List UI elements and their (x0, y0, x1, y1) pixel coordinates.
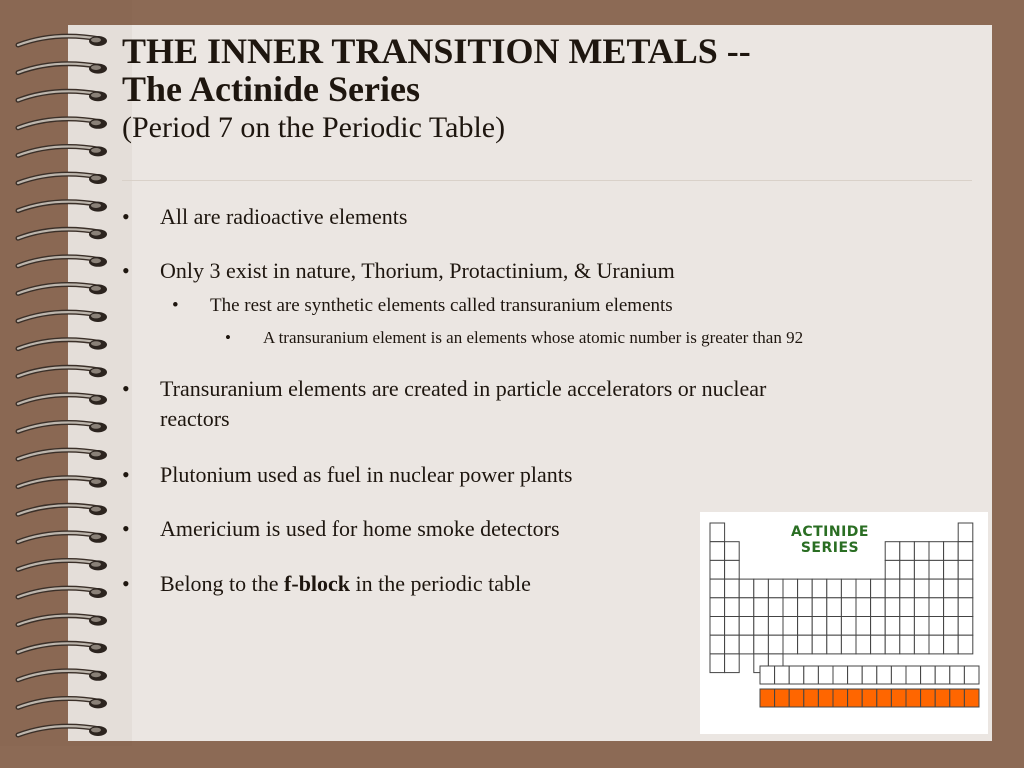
bullet-text: Plutonium used as fuel in nuclear power plants (160, 462, 573, 487)
title-line-2: The Actinide Series (122, 69, 420, 109)
bullet-text: Only 3 exist in nature, Thorium, Protactinium, & Uranium (160, 258, 675, 283)
bullet-text: Americium is used for home smoke detectors (160, 516, 560, 541)
bullet-marker: • (225, 328, 231, 347)
bullet-text-after: in the periodic table (350, 571, 531, 596)
f-block-term: f-block (284, 571, 351, 596)
bullet-text: The rest are synthetic elements called transuranium elements (210, 295, 673, 316)
slide-title (122, 32, 982, 148)
title-divider (122, 180, 972, 181)
bullet-text-line-2: reactors (160, 406, 230, 431)
bullet-text: All are radioactive elements (160, 204, 408, 229)
bullet-marker: • (122, 376, 130, 401)
bullet-text-line-1: Transuranium elements are created in particle accelerators or nuclear (160, 376, 767, 401)
bullet-marker: • (172, 295, 179, 316)
actinide-image-label (770, 524, 890, 556)
spiral-binding-icon (0, 25, 120, 745)
bullet-marker: • (122, 204, 130, 229)
bullet-marker: • (122, 462, 130, 487)
title-line-1: THE INNER TRANSITION METALS -- (122, 31, 751, 71)
bullet-text-before: Belong to the (160, 571, 285, 596)
actinide-label-line-1: ACTINIDE (791, 524, 869, 540)
bullet-marker: • (122, 258, 130, 283)
actinide-label-line-2: SERIES (800, 540, 860, 556)
bullet-marker: • (122, 516, 130, 541)
subtitle: (Period 7 on the Periodic Table) (122, 111, 506, 144)
bullet-text (160, 374, 960, 434)
bullet-marker: • (122, 571, 130, 596)
bullet-text: A transuranium element is an elements whose atomic number is greater than 92 (263, 328, 804, 347)
